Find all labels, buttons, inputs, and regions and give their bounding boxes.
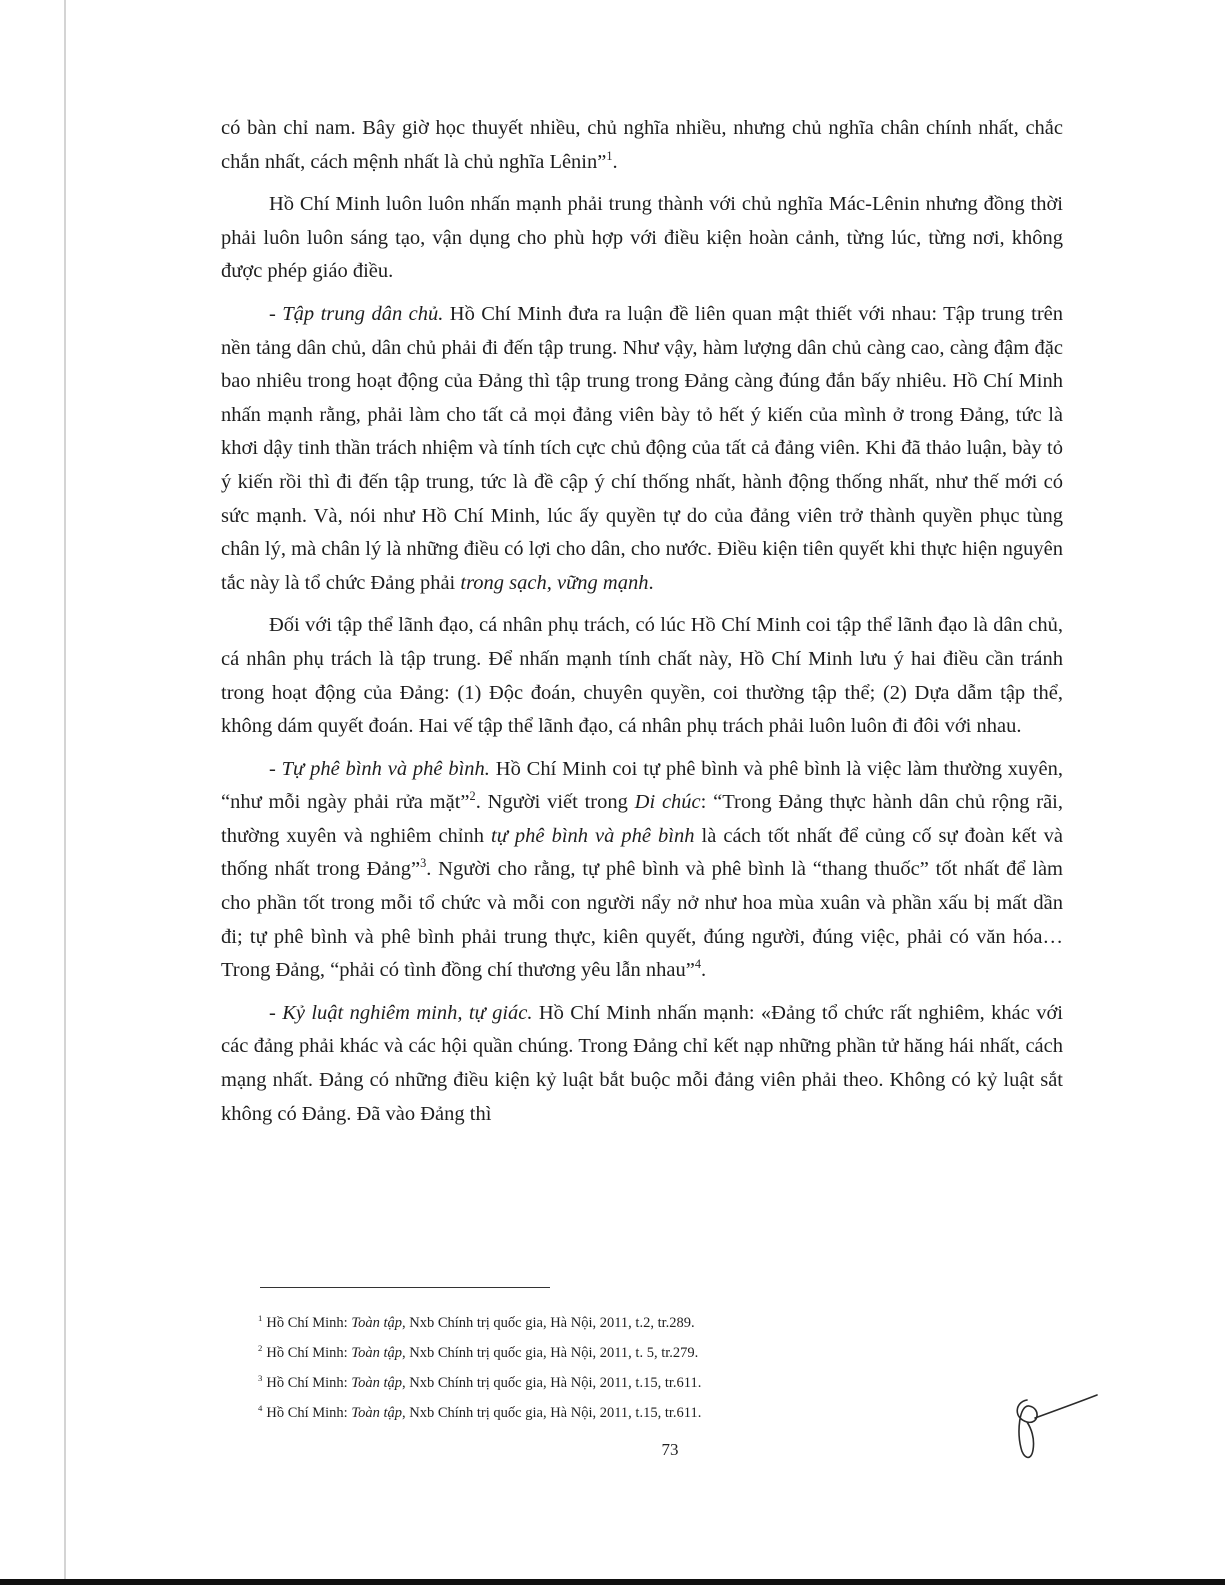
text-run: Hồ Chí Minh coi tự phê bình và phê bình là việc làm thường xuyên, “như mỗi ngày phải rửa mặt” [221,757,1063,814]
text-run: Hồ Chí Minh nhấn mạnh: «Đảng tổ chức rất nghiêm, khác với các đảng phải khác và các hội quần chúng. Trong Đảng chỉ kết nạp những phần tử hăng hái nhất, cách mạng nhất. Đảng có những điều kiện kỷ luật bắt buộc mỗi đảng viên phải theo. Không có kỷ luật sắt không có Đảng. Đã vào Đảng thì [221,1001,1064,1125]
text-run: - [269,757,282,780]
text-run: Đối với tập thể lãnh đạo, cá nhân phụ trách, có lúc Hồ Chí Minh coi tập thể lãnh đạo là dân chủ, cá nhân phụ trách là tập trung. Để nhấn mạnh tính chất này, Hồ Chí Minh lưu ý hai điều cần tránh trong hoạt động của Đảng: (1) Độc đoán, chuyên quyền, coi thường tập thể; (2) Dựa dẫm tập thể, không dám quyết đoán. Hai vế tập thể lãnh đạo, cá nhân phụ trách phải luôn luôn đi đôi với nhau. [221,614,1063,738]
text-run: : “Trong Đảng thực hành dân chủ rộng rãi, thường xuyên và nghiêm chỉnh [221,791,1063,847]
section-heading-tap-trung-dan-chu: Tập trung dân chủ. [282,302,444,325]
text-run: . [648,571,654,594]
text-run: . Người cho rằng, tự phê bình và phê bình là “thang thuốc” tốt nhất để làm cho phần tốt trong mỗi tổ chức và mỗi con người nẩy nở như hoa mùa xuân và phần xấu bị mất dần đi; tự phê bình và phê bình phải trung thực, kiên quyết, đúng người, đúng việc, phải có văn hóa…Trong Đảng, “phải có tình đồng chí thương yêu lẫn nhau” [221,858,1063,982]
text-run: . [612,150,618,173]
paragraph-2 [221,188,1063,289]
text-run: có bàn chỉ nam. Bây giờ học thuyết nhiều, chủ nghĩa nhiều, nhưng chủ nghĩa chân chính nhất, chắc chắn nhất, cách mệnh nhất là chủ nghĩa Lênin” [221,117,1063,173]
footnote-title: Toàn tập [351,1405,402,1421]
emphasis-text: tự phê bình và phê bình [491,824,695,847]
footnote-1 [258,1308,1018,1338]
footnote-title: Toàn tập [351,1375,402,1391]
footnote-number: 3 [258,1373,263,1384]
footnote-separator [260,1287,550,1288]
footnotes [258,1308,1018,1428]
body-text [221,112,1063,1140]
footnote-author: Hồ Chí Minh: [266,1405,352,1421]
footnote-2 [258,1338,1018,1368]
footnote-ref-1[interactable]: 1 [606,148,613,163]
emphasis-text: trong sạch, vững mạnh [460,571,649,594]
paragraph-5 [221,753,1063,988]
paragraph-3 [221,298,1063,600]
footnote-ref-3[interactable]: 3 [420,856,427,871]
footnote-ref-2[interactable]: 2 [469,789,476,804]
paragraph-6 [221,997,1063,1131]
footnote-number: 4 [258,1403,263,1414]
text-run: Hồ Chí Minh đưa ra luận đề liên quan mật thiết với nhau: Tập trung trên nền tảng dân chủ, dân chủ phải đi đến tập trung. Như vậy, hàm lượng dân chủ càng cao, càng đậm đặc bao nhiêu trong hoạt động của Đảng thì tập trung trong Đảng càng đúng đắn bấy nhiêu. Hồ Chí Minh nhấn mạnh rằng, phải làm cho tất cả mọi đảng viên bày tỏ hết ý kiến của mình ở trong Đảng, tức là khơi dậy tinh thần trách nhiệm và tính tích cực chủ động của tất cả đảng viên. Khi đã thảo luận, bày tỏ ý kiến rồi thì đi đến tập trung, tức là đề cập ý chí thống nhất, hành động thống nhất, như thế mới có sức mạnh. Và, nói như Hồ Chí Minh, lúc ấy quyền tự do của đảng viên trở thành quyền phục tùng chân lý, mà chân lý là những điều có lợi cho dân, cho nước. Điều kiện tiên quyết khi thực hiện nguyên tắc này là tổ chức Đảng phải [221,302,1063,594]
page-number: 73 [661,1440,679,1459]
footnote-author: Hồ Chí Minh: [266,1375,352,1391]
scan-edge-line [64,0,66,1585]
emphasis-text: Di chúc [634,791,701,814]
footnote-details: , Nxb Chính trị quốc gia, Hà Nội, 2011, t.15, tr.611. [401,1375,702,1391]
paragraph-1 [221,112,1063,179]
footnote-author: Hồ Chí Minh: [266,1315,352,1331]
text-run: - [269,302,283,325]
section-heading-tu-phe-binh: Tự phê bình và phê bình. [281,757,490,780]
text-run: . Người viết trong [475,791,635,814]
text-run: . [700,959,707,982]
text-run: là cách tốt nhất để củng cố sự đoàn kết và thống nhất trong Đảng” [221,824,1063,881]
footnote-details: , Nxb Chính trị quốc gia, Hà Nội, 2011, t.15, tr.611. [401,1405,702,1421]
footnote-title: Toàn tập [351,1315,402,1331]
footnote-3 [258,1368,1018,1398]
text-run: Hồ Chí Minh luôn luôn nhấn mạnh phải trung thành với chủ nghĩa Mác-Lênin nhưng đồng thời phải luôn luôn sáng tạo, vận dụng cho phù hợp với điều kiện hoàn cảnh, từng lúc, từng nơi, không được phép giáo điều. [221,193,1063,283]
footnote-details: , Nxb Chính trị quốc gia, Hà Nội, 2011, t.2, tr.289. [401,1315,695,1331]
footnote-number: 1 [258,1313,263,1324]
text-run: - [269,1001,283,1024]
footnote-ref-4[interactable]: 4 [694,957,701,972]
paragraph-4 [221,609,1063,743]
footnote-author: Hồ Chí Minh: [266,1345,352,1361]
footnote-number: 2 [258,1343,263,1354]
section-heading-ky-luat: Kỷ luật nghiêm minh, tự giác. [282,1001,533,1024]
footnote-details: , Nxb Chính trị quốc gia, Hà Nội, 2011, t. 5, tr.279. [401,1345,699,1361]
footnote-title: Toàn tập [351,1345,402,1361]
footnote-4 [258,1398,1018,1428]
handwritten-initial-signature [1005,1392,1100,1472]
scan-bottom-edge [0,1579,1225,1585]
